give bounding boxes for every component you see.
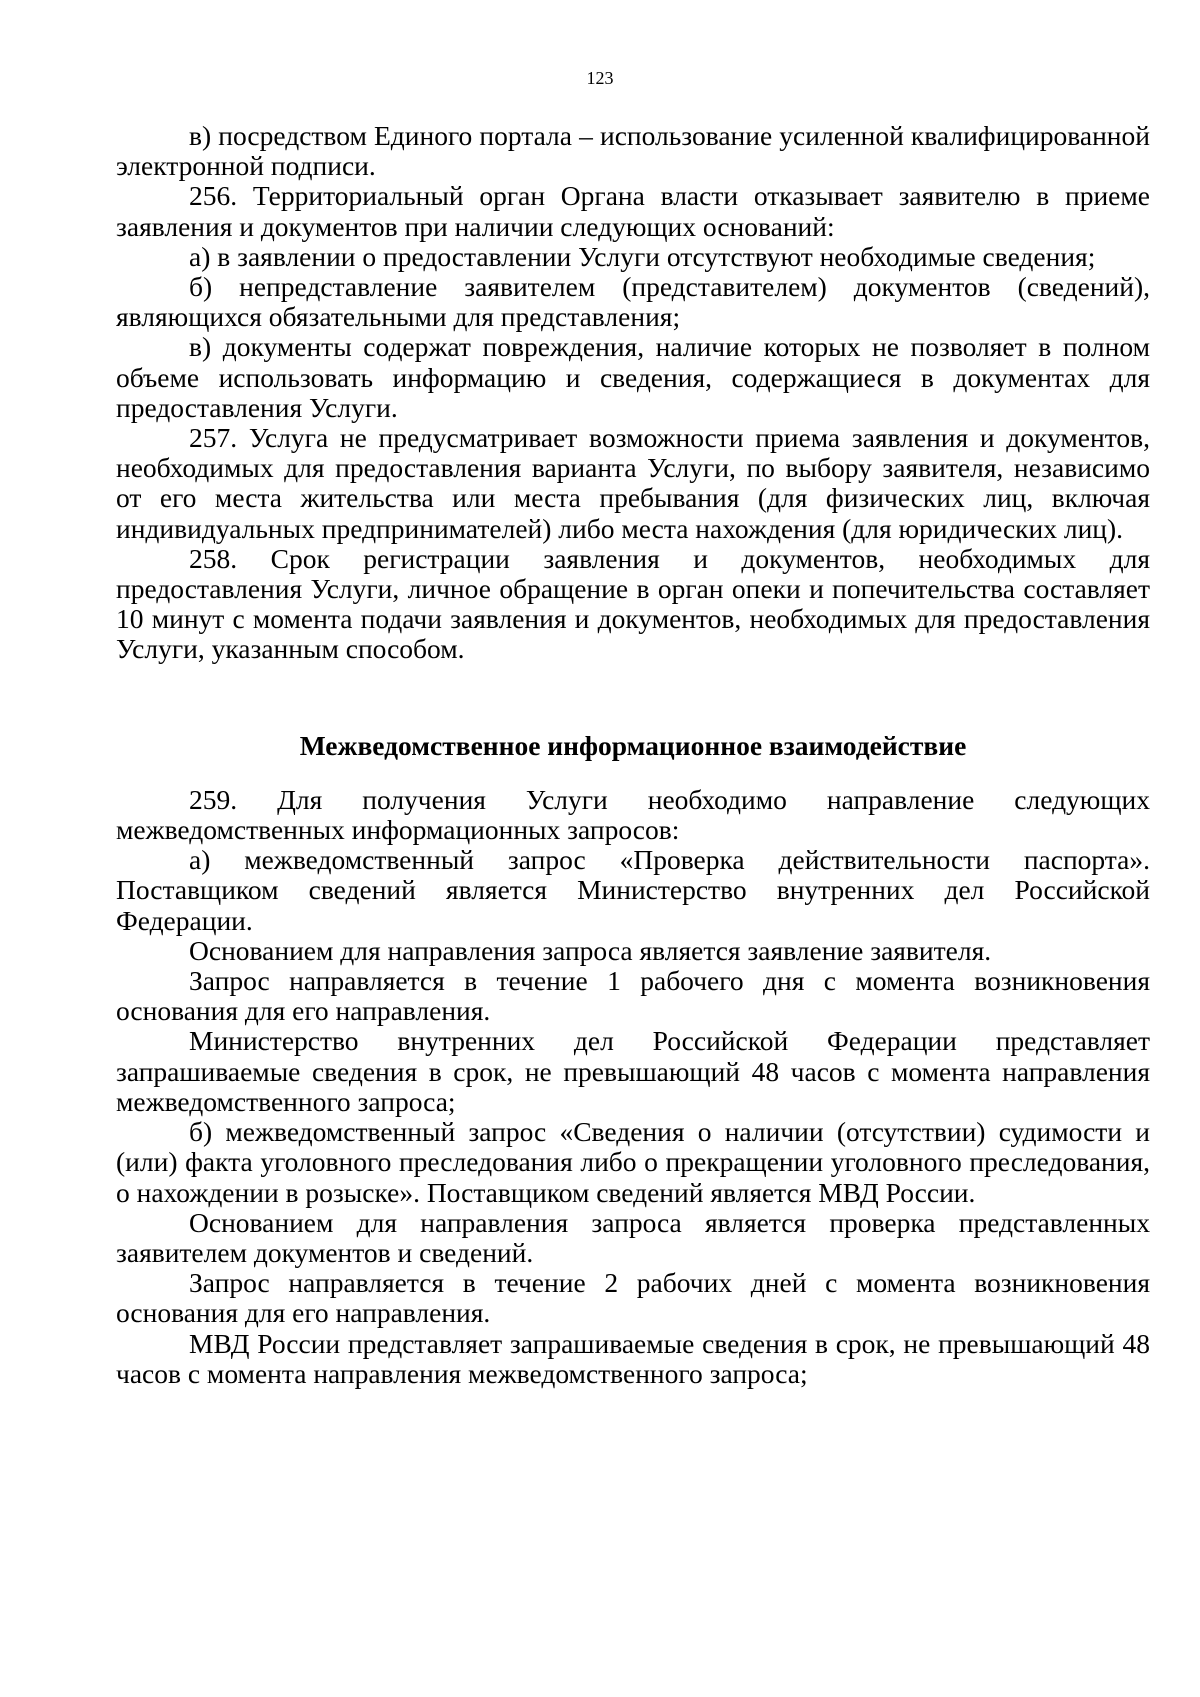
- paragraph-259-a-basis: Основанием для направления запроса является заявление заявителя.: [189, 934, 992, 966]
- paragraph-item-v-portal: в) посредством Единого портала – использование усиленной квалифицированной электронной подписи.: [116, 120, 1150, 182]
- paragraph-259-b-timing: Запрос направляется в течение 2 рабочих дней с момента возникновения основания для его направления.: [116, 1267, 1150, 1329]
- paragraph-259-b-basis: Основанием для направления запроса является проверка представленных заявителем документов и сведений.: [116, 1206, 1150, 1268]
- page-number: 123: [586, 68, 614, 88]
- paragraph-259-b-response: МВД России представляет запрашиваемые сведения в срок, не превышающий 48 часов с момента направления межведомственного запроса;: [116, 1327, 1150, 1389]
- document-body: [116, 121, 1150, 1389]
- paragraph-256-a: а) в заявлении о предоставлении Услуги отсутствуют необходимые сведения;: [189, 240, 1096, 272]
- paragraph-259: 259. Для получения Услуги необходимо направление следующих межведомственных информационных запросов:: [116, 783, 1150, 846]
- paragraph-259-a-timing: Запрос направляется в течение 1 рабочего дня с момента возникновения основания для его направления.: [116, 965, 1150, 1027]
- paragraph-257: 257. Услуга не предусматривает возможности приема заявления и документов, необходимых для предоставления варианта Услуги, по выбору заявителя, независимо от его места жительства или места пребывания (для физических лиц, включая индивидуальных предпринимателей) либо места нахождения (для юридических лиц).: [116, 422, 1150, 544]
- paragraph-256: 256. Территориальный орган Органа власти отказывает заявителю в приеме заявления и документов при наличии следующих оснований:: [116, 180, 1150, 242]
- paragraph-258: 258. Срок регистрации заявления и документов, необходимых для предоставления Услуги, личное обращение в орган опеки и попечительства составляет 10 минут с момента подачи заявления и документов, необходимых для предоставления Услуги, указанным способом.: [116, 542, 1150, 665]
- section-heading: Межведомственное информационное взаимодействие: [299, 729, 967, 761]
- paragraph-259-a-response: Министерство внутренних дел Российской Федерации представляет запрашиваемые сведения в срок, не превышающий 48 часов с момента направления межведомственного запроса;: [116, 1025, 1150, 1117]
- paragraph-256-b: б) непредставление заявителем (представителем) документов (сведений), являющихся обязательными для представления;: [116, 271, 1150, 333]
- paragraph-259-a: а) межведомственный запрос «Проверка действительности паспорта». Поставщиком сведений является Министерство внутренних дел Российской Федерации.: [116, 844, 1150, 936]
- paragraph-256-v: в) документы содержат повреждения, наличие которых не позволяет в полном объеме использовать информацию и сведения, содержащиеся в документах для предоставления Услуги.: [116, 331, 1150, 423]
- paragraph-259-b: б) межведомственный запрос «Сведения о наличии (отсутствии) судимости и (или) факта уголовного преследования либо о прекращении уголовного преследования, о нахождении в розыске». Поставщиком сведений является МВД России.: [116, 1116, 1150, 1208]
